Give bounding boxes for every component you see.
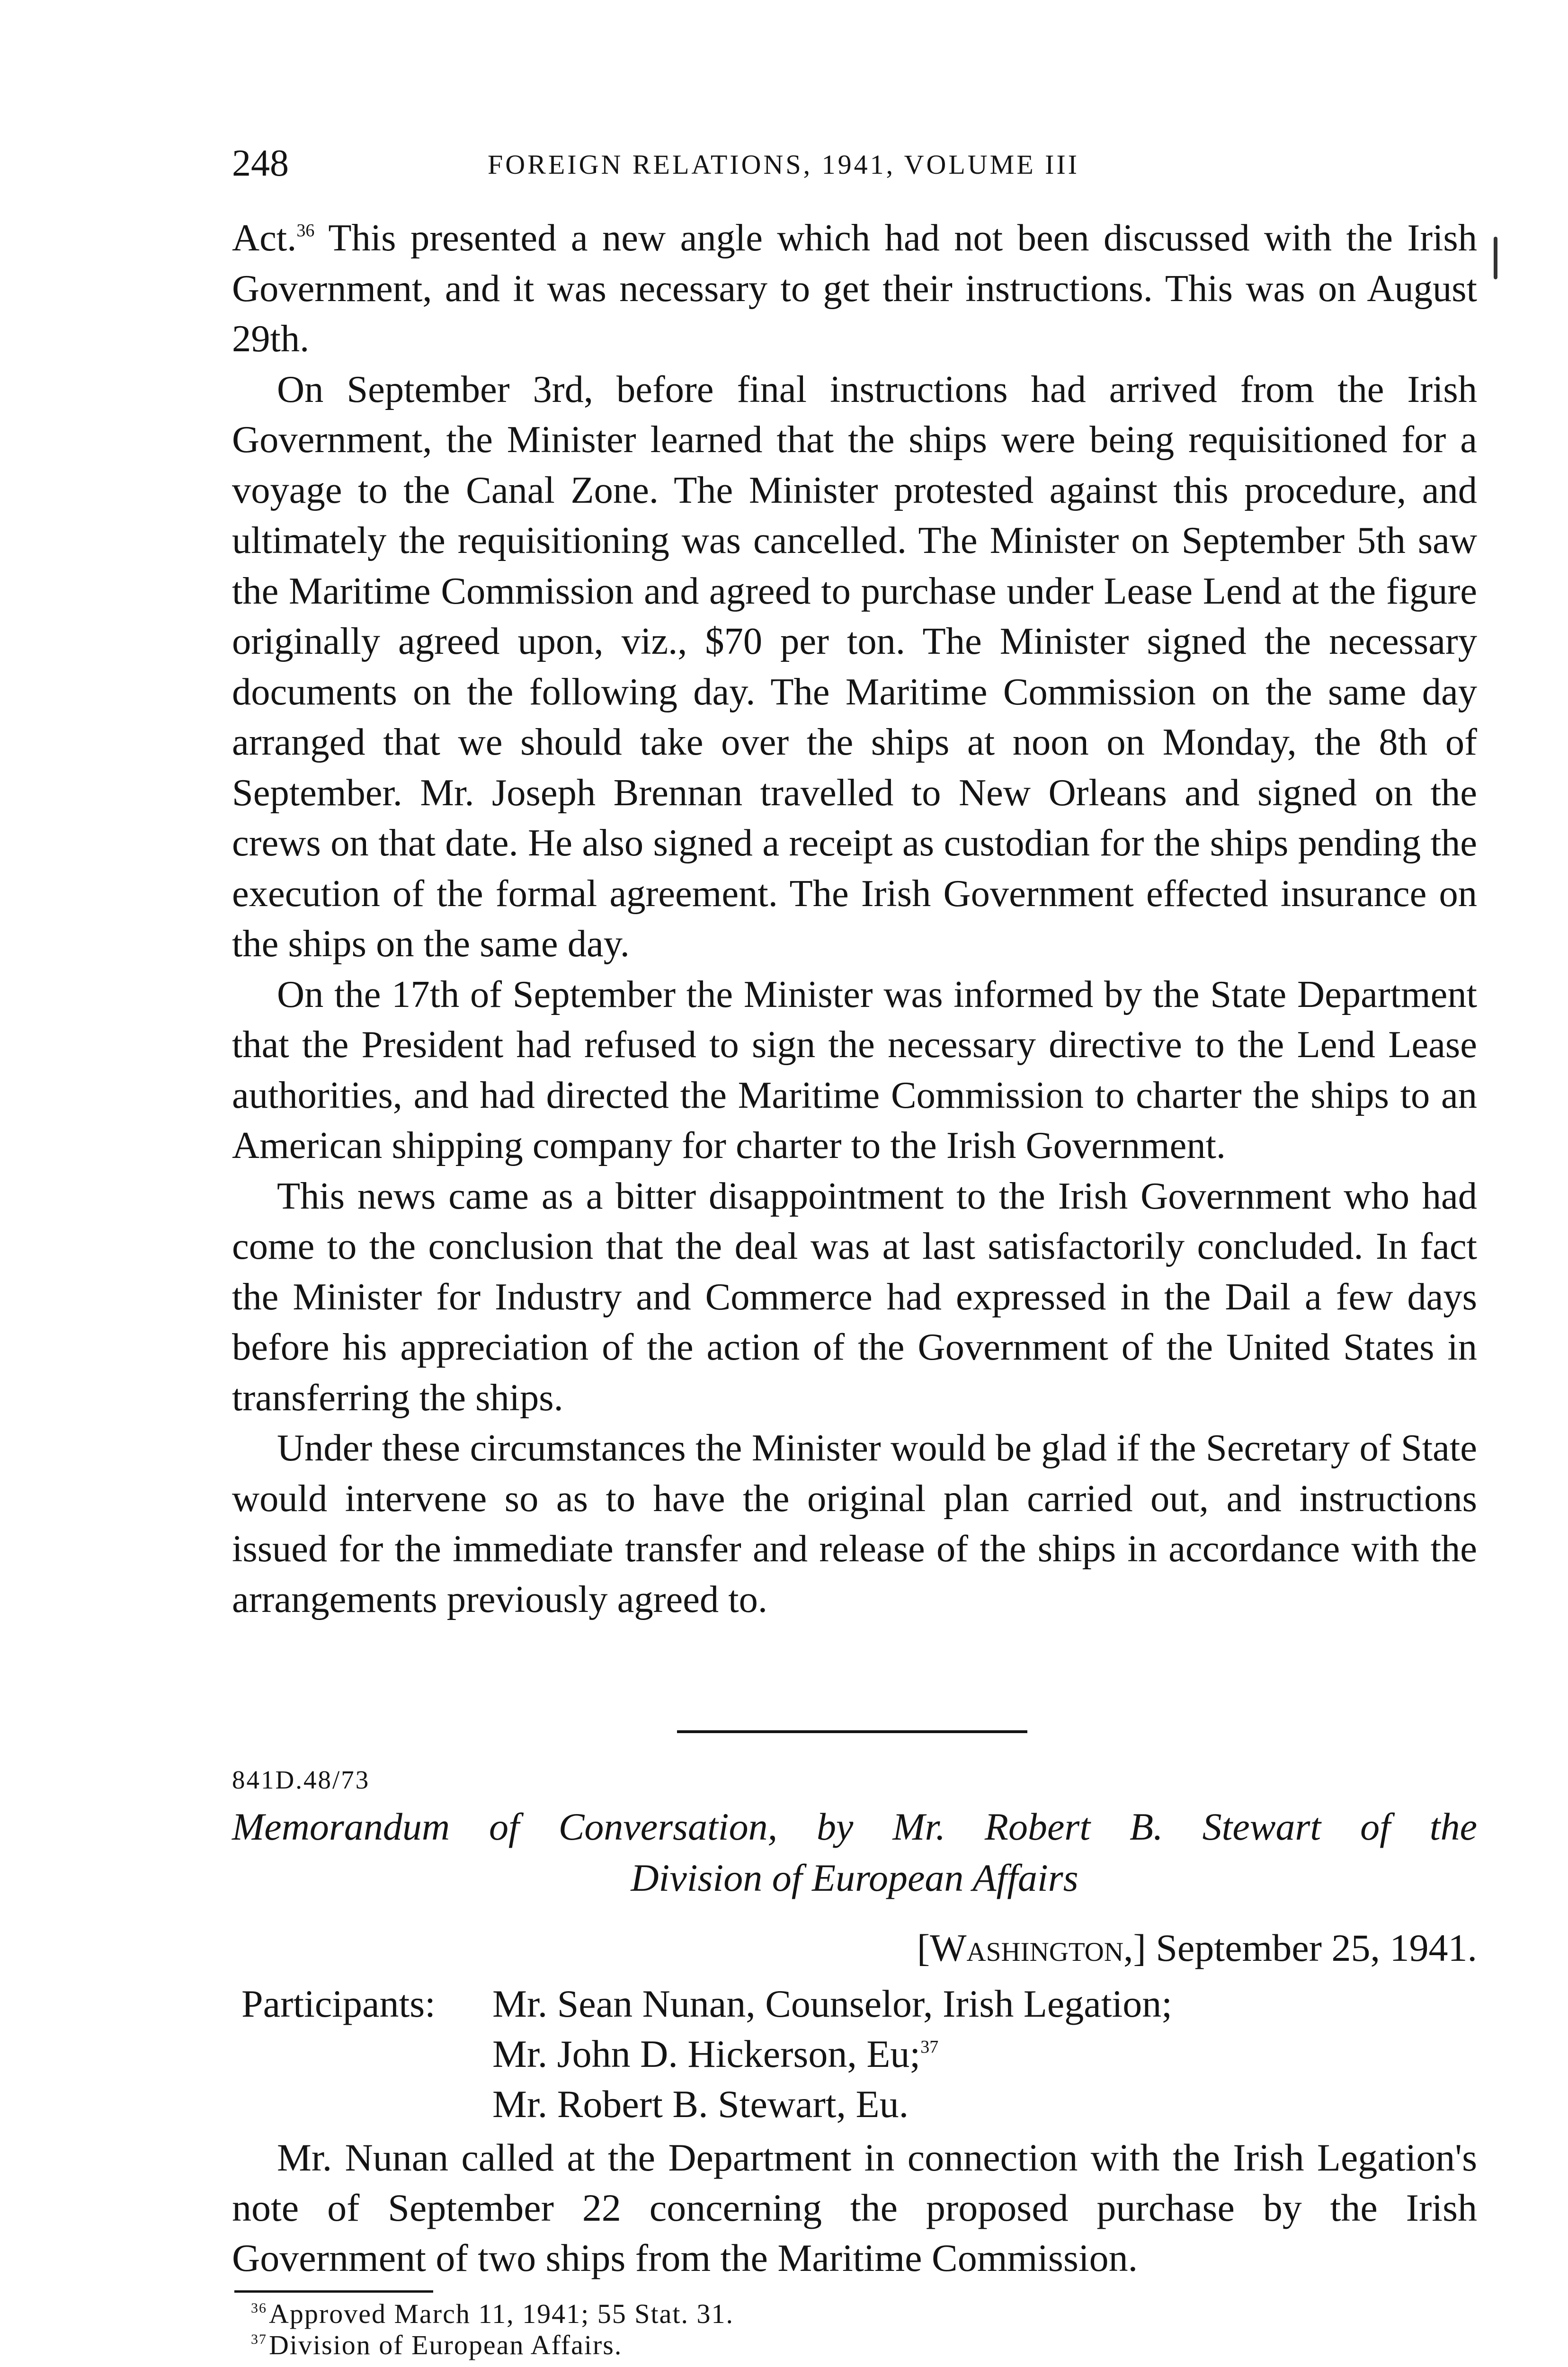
dateline [232,1924,1477,1972]
participant-name: Mr. John D. Hickerson, Eu; [492,2032,921,2075]
file-number: 841D.48/73 [232,1765,370,1794]
margin-mark [1494,237,1497,279]
participant [492,2029,1172,2079]
letter-body [232,213,1477,1625]
page-number: 248 [232,142,289,184]
footnote [251,2298,734,2330]
memo-body [232,2133,1477,2283]
paragraph: On September 3rd, before final instructions had arrived from the Irish Government, the Minister learned that the ships were being requisitioned for a voyage to the Canal Zone. The Minister protested against this procedure, and ultimately the requisitioning was cancelled. The Minister on September 5th saw the Maritime Commission and agreed to purchase under Lease Lend at the figure originally agreed upon, viz., $70 per ton. The Minister signed the necessary documents on the following day. The Maritime Commission on the same day arranged that we should take over the ships at noon on Monday, the 8th of September. Mr. Joseph Brennan travelled to New Orleans and signed on the crews on that date. He also signed a receipt as custodian for the ships pending the execution of the formal agreement. The Irish Government effected insurance on the ships on the same day. [232,368,1477,965]
participant: Mr. Sean Nunan, Counselor, Irish Legation; [492,1982,1173,2025]
footnote-divider [234,2290,433,2293]
participants-label: Participants: [241,1982,436,2025]
memo-heading-line-2: Division of European Affairs [631,1856,1078,1899]
footnote [251,2330,734,2361]
page-header [232,140,1515,192]
continued-text: This presented a new angle which had not been discussed with the Irish Government, and it was necessary to get their instructions. This was on August 29th. [232,217,1477,360]
footnote-text: Division of European Affairs. [269,2330,623,2360]
paragraph: Under these circumstances the Minister would be glad if the Secretary of State would intervene so as to have the original plan carried out, and instructions issued for the immediate transfer and release of the ships in accordance with the arrangements previously agreed to. [232,1427,1477,1620]
footnote-number: 36 [251,2300,267,2316]
participants-list [492,1979,1172,2129]
paragraph: On the 17th of September the Minister was informed by the State Department that the President had refused to sign the necessary directive to the Lend Lease authorities, and had directed the Maritime Commission to charter the ships to an American shipping company for charter to the Irish Government. [232,973,1477,1166]
running-title: FOREIGN RELATIONS, 1941, VOLUME III [488,149,1080,180]
paragraph: Mr. Nunan called at the Department in connection with the Irish Legation's note of September 22 concerning the proposed purchase by the Irish Government of two ships from the Maritime Commission. [232,2136,1477,2279]
memo-heading-line-1: Memorandum of Conversation, by Mr. Robert B. Stewart of the [232,1805,1477,1848]
dateline-place: [Washington,] [917,1926,1146,1969]
dateline-date: September 25, 1941. [1146,1926,1477,1969]
footnote-number: 37 [251,2331,267,2347]
memo-heading [232,1801,1477,1904]
footnote-reference-37: 37 [920,2037,939,2057]
continued-paragraph [232,213,1477,365]
footnotes [251,2298,734,2361]
paragraph: This news came as a bitter disappointment to the Irish Government who had come to the conclusion that the deal was at last satisfactorily concluded. In fact the Minister for Industry and Commerce had expressed in the Dail a few days before his appreciation of the action of the Government of the United States in transferring the ships. [232,1175,1477,1419]
participant: Mr. Robert B. Stewart, Eu. [492,2082,909,2126]
footnote-text: Approved March 11, 1941; 55 Stat. 31. [269,2298,734,2329]
continued-text-start: Act. [232,217,297,259]
section-divider [677,1730,1027,1733]
footnote-reference-36: 36 [296,221,315,240]
